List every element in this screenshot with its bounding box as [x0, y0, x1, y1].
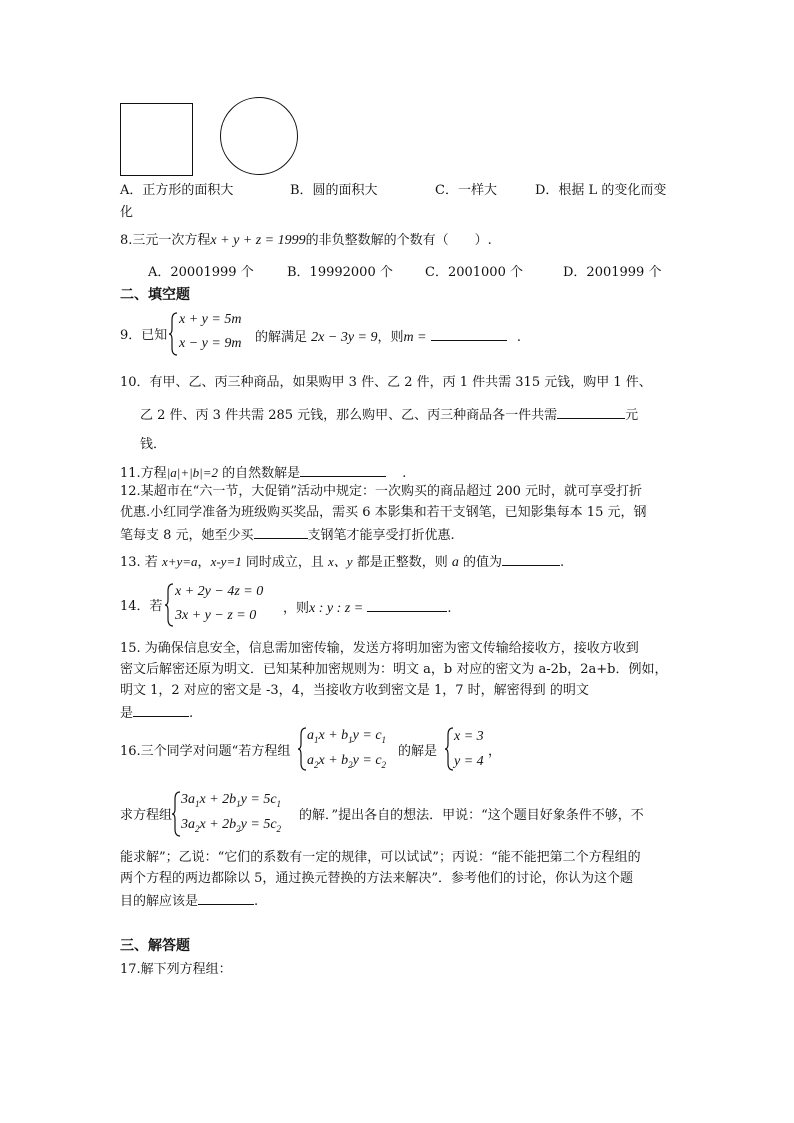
- q16-system-1-equation-2: $a_2x + b_2y = c_2$: [307, 753, 387, 770]
- q14-equation-2: 3x + y − z = 0: [175, 608, 257, 623]
- q9-answer-blank[interactable]: [431, 328, 507, 341]
- q8-option-d: D．2001999 个: [563, 265, 662, 280]
- q16-system-2-equation-1: $3a_1x + 2b_1y = 5c_1$: [181, 792, 282, 809]
- q15-answer-blank[interactable]: [133, 704, 189, 717]
- q16-system-2-equation-2: $3a_2x + 2b_2y = 5c_2$: [181, 817, 282, 834]
- q15-line-3: 明文 1，2 对应的密文是 -3，4，当接收方收到密文是 1，7 时，解密得到 的明文: [120, 683, 589, 698]
- q13-answer-blank[interactable]: [502, 553, 560, 566]
- q14-brace: [164, 583, 174, 627]
- q9-then: ，则: [377, 330, 404, 345]
- section-solve-heading: 三、解答题: [120, 938, 190, 954]
- q9-tail: [255, 328, 521, 347]
- q7-option-c: C．一样大: [435, 183, 497, 198]
- q11-suffix: 的自然数解是: [222, 466, 301, 481]
- q7-option-d: D．根据 L 的变化而变: [535, 183, 667, 198]
- q16-solution-x: x = 3: [454, 729, 484, 744]
- q8-prefix: 8.三元一次方程: [120, 233, 211, 248]
- q15-line-2: 密文后解密还原为明文．已知某种加密规则为：明文 a，b 对应的密文为 a-2b，2a+b．例如，: [120, 662, 668, 677]
- q16-answer-blank[interactable]: [198, 892, 254, 905]
- q16-system-1-equation-1: $a_1x + b_1y = c_1$: [307, 728, 387, 745]
- q16-line-5: [120, 892, 258, 910]
- q7-option-b: B．圆的面积大: [290, 183, 378, 198]
- q10-line-3: 钱．: [140, 437, 167, 452]
- section-fill-in-heading: 二、填空题: [120, 287, 190, 303]
- circle-figure: [220, 97, 298, 175]
- q13-equation-1: x+y=a: [161, 554, 198, 569]
- q14-ratio: x : y : z =: [309, 601, 364, 616]
- q11-question: [120, 464, 406, 482]
- q13-mid-2: 都是正整数，则: [356, 555, 448, 570]
- q16-comma: ，: [488, 744, 502, 759]
- q16-solution-brace: [444, 727, 454, 771]
- q12-line-1: 12.某超市在“六一节，大促销”活动中规定：一次购买的商品超过 200 元时，就可享受打折: [120, 484, 643, 499]
- square-figure: [120, 103, 193, 176]
- q15-line-4: [120, 704, 193, 722]
- q13-a: a: [451, 555, 459, 570]
- q12-line-3: [120, 526, 455, 544]
- q10-line-2-text: 乙 2 件、丙 3 件共需 285 元钱，那么购甲、乙、丙三种商品各一件共需: [140, 408, 558, 423]
- q16-line-4: 两个方程的两边都除以 5，通过换元替换的方法来解决”．参考他们的讨论，你认为这个题: [120, 871, 634, 886]
- q15-line-1: 15. 为确保信息安全，信息需加密传输，发送方将明加密为密文传输给接收方，接收方收到: [120, 641, 639, 656]
- q16-period: .: [254, 894, 259, 909]
- q15-period: .: [189, 706, 194, 721]
- q16-brace-2: [171, 791, 181, 837]
- q13-separator: ，: [197, 555, 211, 570]
- q7-option-a: A．正方形的面积大: [120, 183, 234, 198]
- q9-equation-2: x − y = 9m: [179, 336, 242, 351]
- q10-line-2: [140, 406, 638, 424]
- q14-prefix: 14．若: [120, 599, 163, 614]
- q9-brace: [168, 312, 178, 356]
- q16-line-2-suffix: 的解．”提出各自的想法．甲说：“这个题目好象条件不够，不: [299, 808, 644, 823]
- q16-mid: 的解是: [398, 744, 438, 759]
- q13-mid: 同时成立，且: [245, 555, 324, 570]
- q16-line-2-prefix: 求方程组: [120, 808, 173, 823]
- q8-option-c: C．2001000 个: [425, 265, 523, 280]
- q14-then: ，则: [283, 601, 310, 616]
- q10-line-1: 10．有甲、乙、丙三种商品，如果购甲 3 件、乙 2 件，丙 1 件共需 315 元钱，购甲 1 件、: [120, 375, 652, 390]
- q13-prefix: 13. 若: [120, 555, 158, 570]
- q16-solution-y: y = 4: [454, 754, 484, 769]
- q14-tail: [283, 599, 451, 618]
- q13-vars: x、y: [328, 554, 353, 569]
- q16-brace-1: [297, 727, 307, 771]
- q15-line-4-prefix: 是: [120, 706, 134, 721]
- q13-suffix: 的值为: [463, 555, 503, 570]
- q7-option-d-continued: 化: [120, 205, 134, 220]
- q17-question: 17.解下列方程组：: [120, 962, 232, 977]
- q10-answer-blank[interactable]: [557, 406, 625, 419]
- q9-condition: 2x − 3y = 9: [311, 330, 378, 345]
- q8-suffix: 的非负整数解的个数有（ ）.: [305, 233, 492, 248]
- q11-period: .: [402, 466, 407, 481]
- q12-answer-blank[interactable]: [254, 526, 308, 539]
- q12-line-3-suffix: 支钢笔才能享受打折优惠.: [307, 528, 455, 543]
- q12-line-2: 优惠.小红同学准备为班级购买奖品，需买 6 本影集和若干支钢笔，已知影集每本 15 元，钢: [120, 505, 647, 520]
- q16-line-3: 能求解”；乙说：“它们的系数有一定的规律，可以试试”；丙说：“能不能把第二个方程组的: [120, 850, 641, 865]
- q16-line-5-prefix: 目的解应该是: [120, 894, 199, 909]
- q11-answer-blank[interactable]: [300, 464, 386, 477]
- q13-equation-2: x-y=1: [210, 554, 242, 569]
- q16-prefix: 16.三个同学对问题“若方程组: [120, 744, 291, 759]
- q11-prefix: 11.方程: [120, 466, 167, 481]
- q14-period: .: [447, 601, 452, 616]
- q8-option-a: A．20001999 个: [148, 265, 254, 280]
- q14-equation-1: x + 2y − 4z = 0: [175, 584, 264, 599]
- q12-line-3-prefix: 笔每支 8 元，她至少买: [120, 528, 254, 543]
- q8-equation: x + y + z = 1999: [210, 233, 306, 248]
- q8-question: [120, 233, 492, 250]
- q9-variable: m =: [403, 330, 427, 345]
- q9-mid: 的解满足: [255, 330, 308, 345]
- q13-question: [120, 553, 564, 572]
- q8-option-b: B．19992000 个: [287, 265, 393, 280]
- q14-answer-blank[interactable]: [367, 599, 447, 612]
- q9-prefix: 9．已知: [120, 328, 168, 343]
- q11-equation: |a|+|b|=2: [166, 465, 219, 480]
- q9-equation-1: x + y = 5m: [179, 312, 242, 327]
- q13-period: .: [560, 555, 565, 570]
- q9-period: .: [516, 330, 521, 345]
- q10-unit: 元: [625, 408, 639, 423]
